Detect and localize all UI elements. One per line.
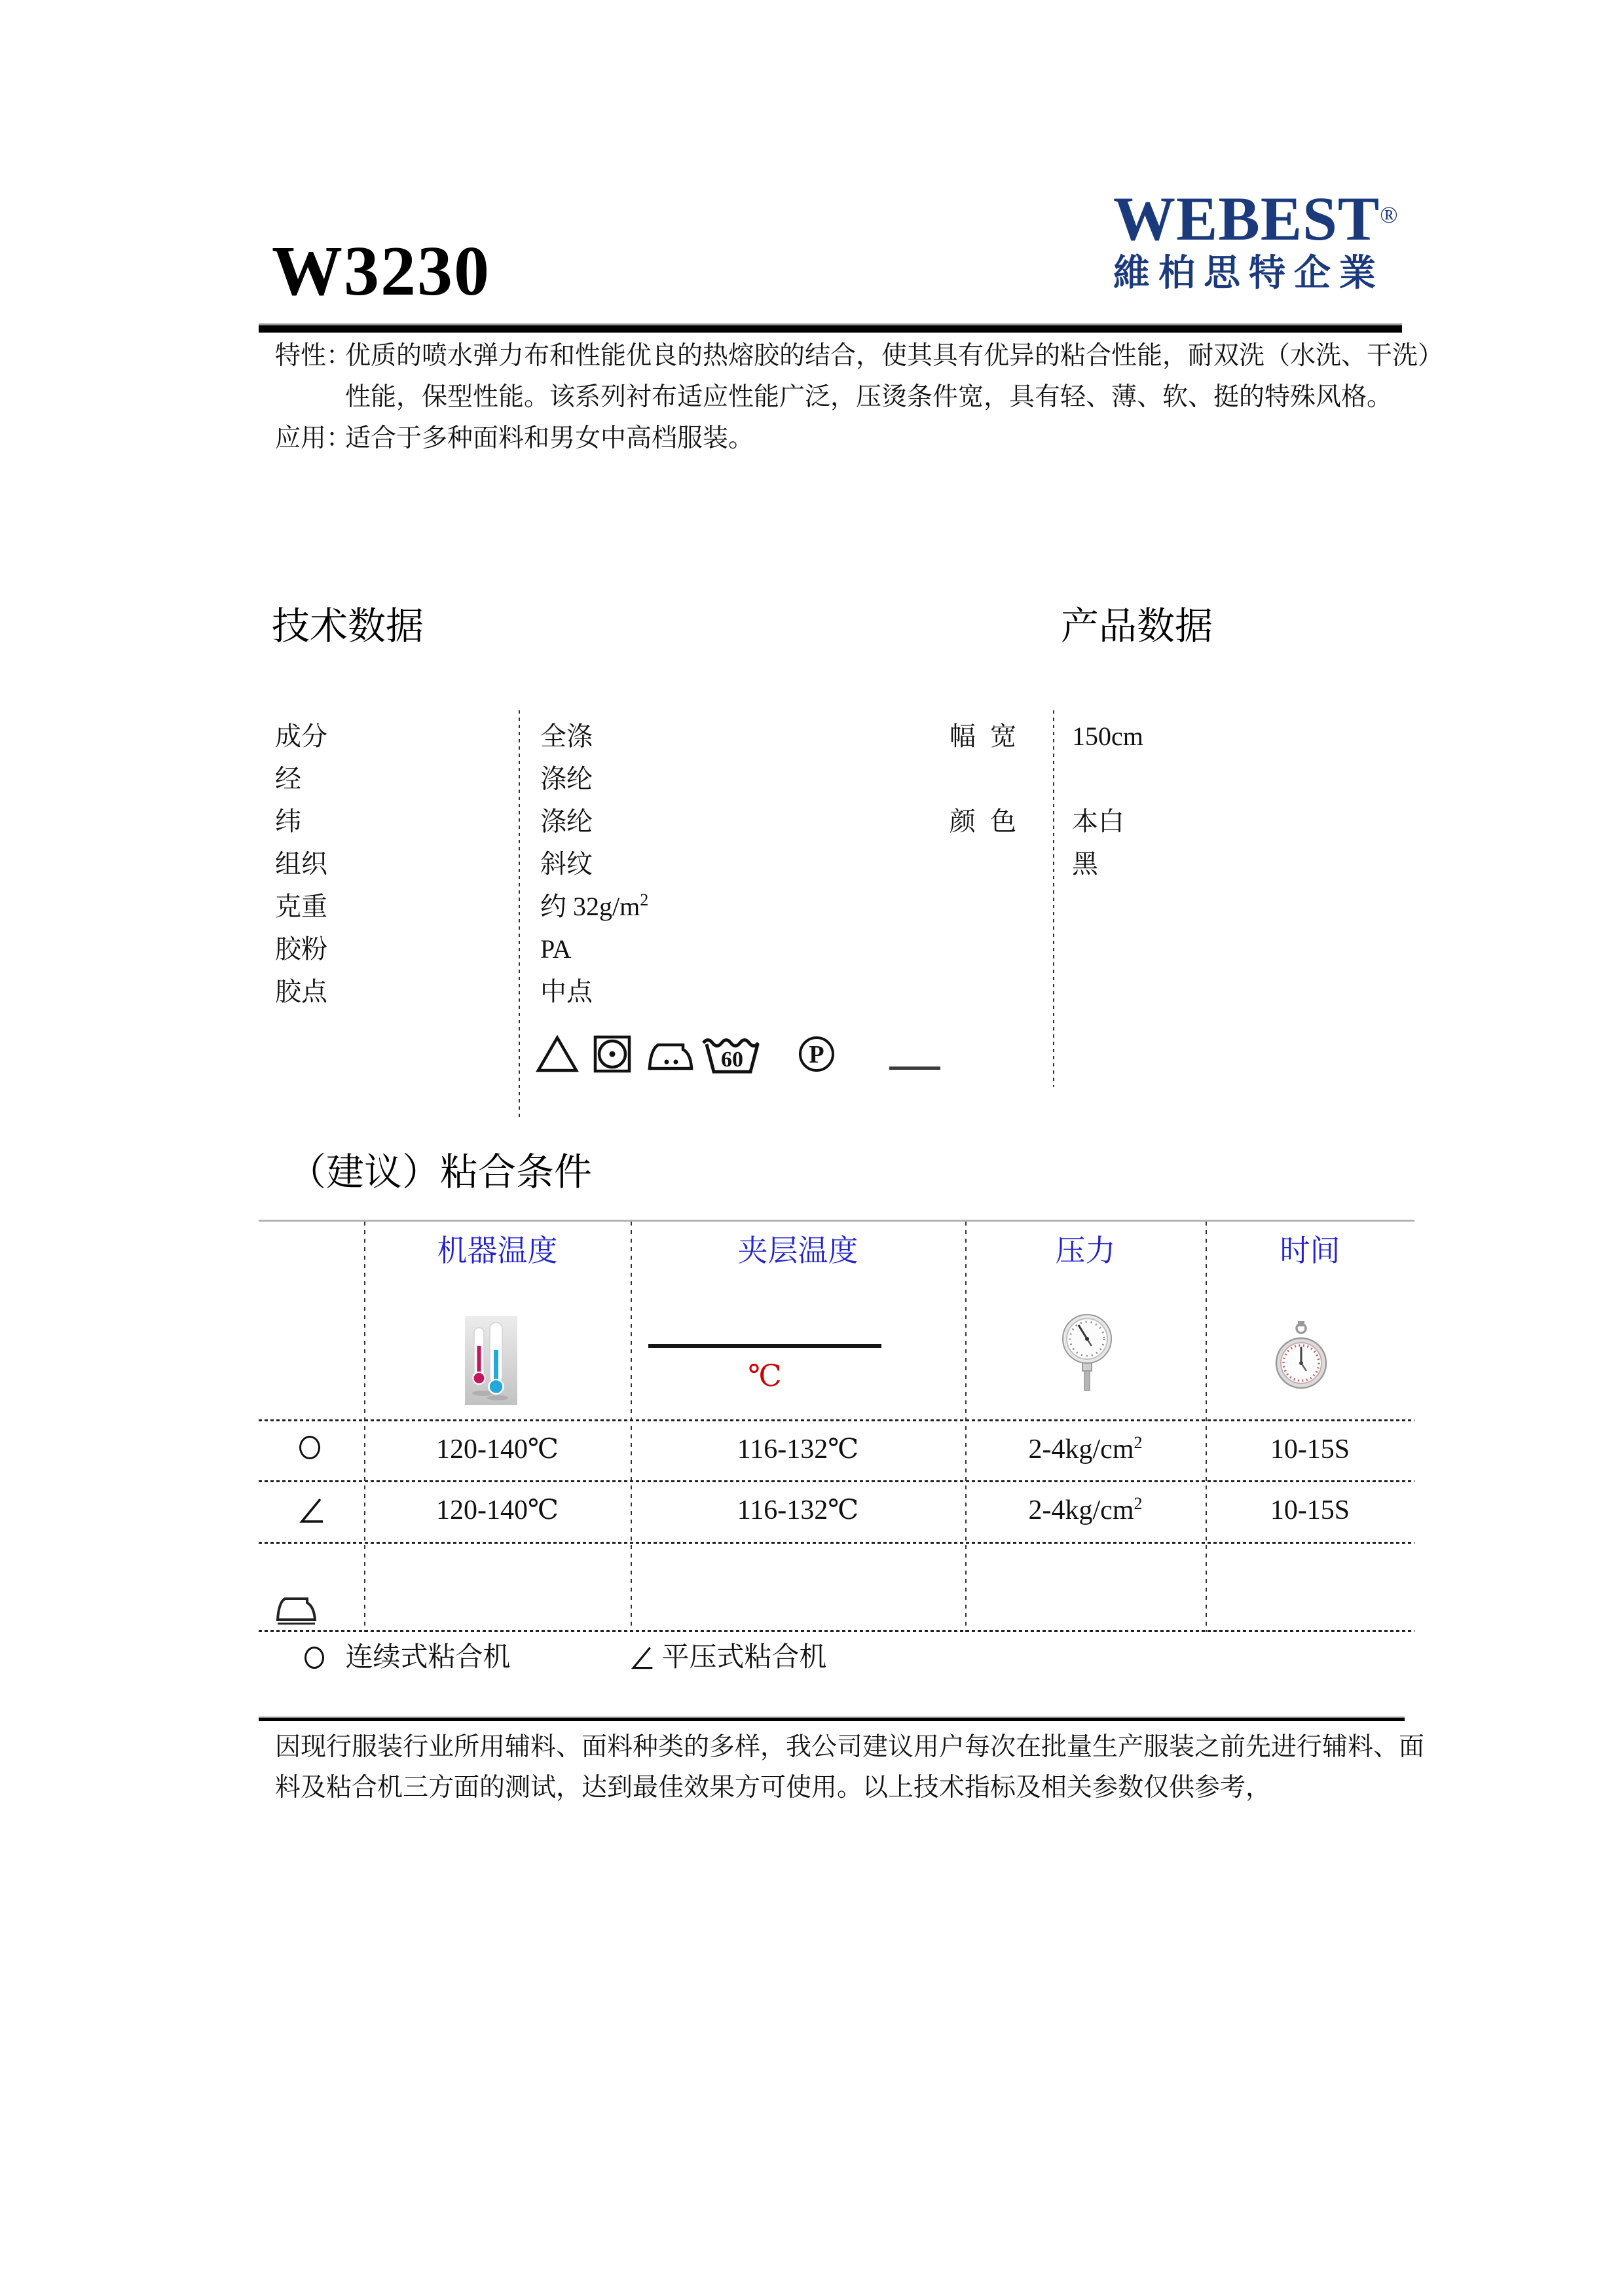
color-value-2: 黑 <box>1072 849 1098 879</box>
tumble-dry-icon <box>593 1035 631 1076</box>
feature-text-1: 优质的喷水弹力布和性能优良的热熔胶的结合，使其具有优异的粘合性能，耐双洗（水洗、干洗） <box>345 342 1444 370</box>
logo-wordmark <box>1113 184 1414 253</box>
column-header-pressure: 压力 <box>1055 1234 1116 1267</box>
disclaimer-line-2: 料及粘合机三方面的测试，达到最佳效果方可使用。以上技术指标及相关参数仅供参考， <box>275 1774 1272 1802</box>
application-label: 应用： <box>275 424 352 452</box>
column-header-machine-temp: 机器温度 <box>437 1234 558 1267</box>
registered-trademark-icon: ® <box>1380 202 1399 228</box>
row-value: 涤纶 <box>540 764 593 793</box>
row-label: 经 <box>275 764 301 793</box>
pressure-value: $2-4kg/cm^2$ <box>1028 1433 1143 1465</box>
table-row <box>275 885 1048 928</box>
dry-clean-p-icon <box>798 1035 836 1076</box>
color-label: 颜 色 <box>950 807 1016 836</box>
row-divider <box>259 1630 1414 1632</box>
iron-two-dots-icon <box>647 1040 694 1077</box>
tech-data-heading: 技术数据 <box>272 605 424 647</box>
disclaimer-line-1: 因现行服装行业所用辅料、面料种类的多样，我公司建议用户每次在批量生产服装之前先进行辅料、面 <box>275 1733 1425 1761</box>
row-label: 胶粉 <box>275 934 327 964</box>
legend-label: 连续式粘合机 <box>345 1643 511 1673</box>
legend-flat-press-machine <box>629 1639 827 1677</box>
row-label: 克重 <box>275 892 327 921</box>
stopwatch-icon <box>1274 1320 1329 1396</box>
header-divider <box>259 323 1402 333</box>
table-row <box>275 928 1048 970</box>
superscript: 2 <box>640 890 649 909</box>
svg-text:60: 60 <box>721 1048 743 1072</box>
legend-label: 平压式粘合机 <box>661 1643 827 1673</box>
product-model-title: W3230 <box>272 232 490 310</box>
disclaimer-section <box>275 1727 1441 1808</box>
tech-data-table <box>275 715 1048 1013</box>
table-row <box>275 970 1048 1013</box>
interlayer-temp-value: 116-132℃ <box>737 1434 859 1465</box>
table-row <box>275 757 1048 800</box>
row-divider <box>259 1542 1414 1544</box>
table-row <box>275 843 1048 885</box>
bonding-conditions-heading: （建议）粘合条件 <box>288 1151 593 1194</box>
row-value: 斜纹 <box>540 849 593 879</box>
row-value: 涤纶 <box>540 807 593 836</box>
celsius-unit: ℃ <box>748 1359 782 1393</box>
interlayer-temp-value: 116-132℃ <box>737 1495 859 1525</box>
product-data-heading: 产品数据 <box>1061 605 1213 647</box>
machine-temp-value: 120-140℃ <box>436 1434 559 1465</box>
pressure-gauge-icon <box>1061 1311 1113 1398</box>
temperature-underline <box>648 1344 881 1348</box>
table-row <box>275 800 1048 843</box>
row-label: 胶点 <box>275 977 327 1006</box>
feature-line <box>275 376 1454 418</box>
company-logo <box>1113 184 1414 293</box>
no-symbol-line <box>889 1066 940 1070</box>
width-value: 150cm <box>1072 721 1143 751</box>
column-header-time: 时间 <box>1280 1234 1340 1267</box>
disclaimer-divider <box>259 1717 1405 1721</box>
time-value: 10-15S <box>1270 1495 1350 1525</box>
tech-table-divider <box>519 710 520 1120</box>
feature-text-2: 性能，保型性能。该系列衬布适应性能广泛，压烫条件宽，具有轻、薄、软、挺的特殊风格。 <box>345 383 1393 411</box>
superscript: 2 <box>1134 1494 1143 1513</box>
feature-section <box>275 335 1454 459</box>
logo-company-name: 維柏思特企業 <box>1113 252 1384 293</box>
angle-symbol-icon <box>629 1645 655 1671</box>
table-row <box>275 715 1048 757</box>
row-label: 纬 <box>275 807 301 836</box>
machine-temp-value: 120-140℃ <box>436 1495 559 1525</box>
row-value: PA <box>540 934 572 964</box>
column-header-interlayer-temp: 夹层温度 <box>737 1234 858 1267</box>
row-value: 全涤 <box>540 721 593 751</box>
application-text: 适合于多种面料和男女中高档服装。 <box>345 424 754 452</box>
bleach-triangle-icon <box>536 1035 579 1076</box>
logo-name-text: WEBEST <box>1113 184 1380 253</box>
row-value: 约 $32g/m^2$ <box>540 890 649 921</box>
svg-text:P: P <box>809 1041 824 1068</box>
wash-60-icon <box>701 1032 764 1079</box>
color-value-1: 本白 <box>1072 807 1124 836</box>
iron-icon <box>275 1594 317 1630</box>
continuous-machine-symbol <box>299 1436 320 1463</box>
row-label: 成分 <box>275 721 327 751</box>
circle-symbol-icon <box>304 1647 324 1669</box>
width-label: 幅 宽 <box>950 721 1016 751</box>
flat-press-machine-symbol <box>297 1497 325 1529</box>
feature-line <box>275 335 1454 376</box>
application-line <box>275 418 1454 459</box>
product-table-divider <box>1053 710 1054 1087</box>
bonding-conditions-table <box>259 1220 1414 1634</box>
row-label: 组织 <box>275 849 327 879</box>
superscript: 2 <box>1134 1433 1143 1452</box>
legend-continuous-machine <box>304 1639 511 1677</box>
pressure-value: $2-4kg/cm^2$ <box>1028 1494 1143 1525</box>
feature-label: 特性： <box>275 342 352 370</box>
row-value: 中点 <box>540 977 593 1006</box>
thermometer-icon <box>465 1316 517 1408</box>
time-value: 10-15S <box>1270 1434 1350 1465</box>
